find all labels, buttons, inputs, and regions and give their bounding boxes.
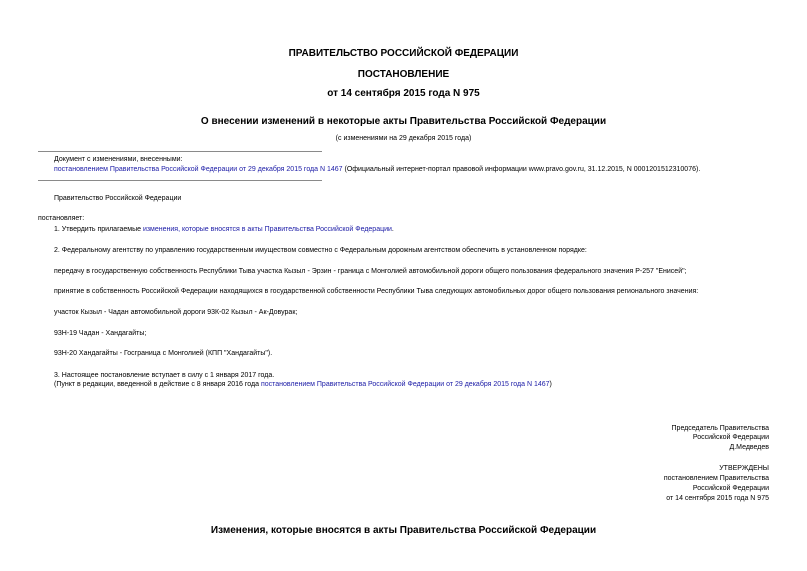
- paragraph-1: [54, 225, 394, 234]
- road-item-2: 93Н-19 Чадан - Хандагайты;: [54, 330, 147, 337]
- approved-heading: УТВЕРЖДЕНЫ: [719, 465, 769, 472]
- annex-title: Изменения, которые вносятся в акты Правительства Российской Федерации: [210, 525, 597, 536]
- approved-date: от 14 сентября 2015 года N 975: [666, 495, 769, 502]
- paragraph-3-note: [54, 380, 552, 389]
- top-divider: [38, 151, 322, 152]
- signature-org: Российской Федерации: [692, 434, 769, 441]
- road-item-1: участок Кызыл - Чадан автомобильной дороги 93К-02 Кызыл - Ак-Довурак;: [54, 309, 298, 316]
- resolves-word: постановляет:: [38, 215, 85, 222]
- amending-act-link[interactable]: постановлением Правительства Российской Федерации от 29 декабря 2015 года N 1467: [54, 166, 343, 173]
- road-item-3: 93Н-20 Хандагайты - Госграница с Монголией (КПП "Хандагайты").: [54, 350, 273, 357]
- document-title: О внесении изменений в некоторые акты Правительства Российской Федерации: [200, 116, 607, 127]
- amending-act-link-2[interactable]: постановлением Правительства Российской Федерации от 29 декабря 2015 года N 1467: [260, 381, 550, 388]
- approved-by: постановлением Правительства: [663, 475, 769, 482]
- changes-note-source: (Официальный интернет-портал правовой информации www.pravo.gov.ru, 31.12.2015, N 0001201512310076).: [342, 166, 701, 173]
- paragraph-1-prefix: 1. Утвердить прилагаемые: [54, 226, 143, 233]
- changes-note-label: Документ с изменениями, внесенными:: [54, 156, 183, 163]
- paragraph-2a: передачу в государственную собственность Республики Тыва участка Кызыл - Эрзин - граница с Монголией автомобильной дороги общего пользования федерального значения Р-257 "Енисей";: [54, 268, 687, 275]
- government-heading: ПРАВИТЕЛЬСТВО РОССИЙСКОЙ ФЕДЕРАЦИИ: [288, 48, 519, 59]
- paragraph-3-note-prefix: (Пункт в редакции, введенной в действие с 8 января 2016 года: [54, 381, 261, 388]
- paragraph-2b: принятие в собственность Российской Федерации находящихся в государственной собственности Республики Тыва следующих автомобильных дорог общего пользования регионального значения:: [54, 288, 699, 295]
- issuer: Правительство Российской Федерации: [54, 195, 182, 202]
- paragraph-3-note-suffix: ): [549, 381, 552, 388]
- changes-link[interactable]: изменения, которые вносятся в акты Правительства Российской Федерации: [142, 226, 392, 233]
- paragraph-2: 2. Федеральному агентству по управлению государственным имуществом совместно с Федеральным дорожным агентством обеспечить в установленном порядке:: [54, 247, 587, 254]
- signatory-name: Д.Медведев: [729, 444, 769, 451]
- changes-note-line: [54, 165, 700, 174]
- document-date-number: от 14 сентября 2015 года N 975: [327, 88, 480, 99]
- amendment-date: (с изменениями на 29 декабря 2015 года): [335, 135, 472, 142]
- signature-title: Председатель Правительства: [671, 425, 769, 432]
- paragraph-3: 3. Настоящее постановление вступает в силу с 1 января 2017 года.: [54, 372, 275, 379]
- document-type: ПОСТАНОВЛЕНИЕ: [357, 69, 450, 80]
- bottom-divider: [38, 180, 322, 181]
- approved-org: Российской Федерации: [692, 485, 769, 492]
- paragraph-1-suffix: .: [391, 226, 394, 233]
